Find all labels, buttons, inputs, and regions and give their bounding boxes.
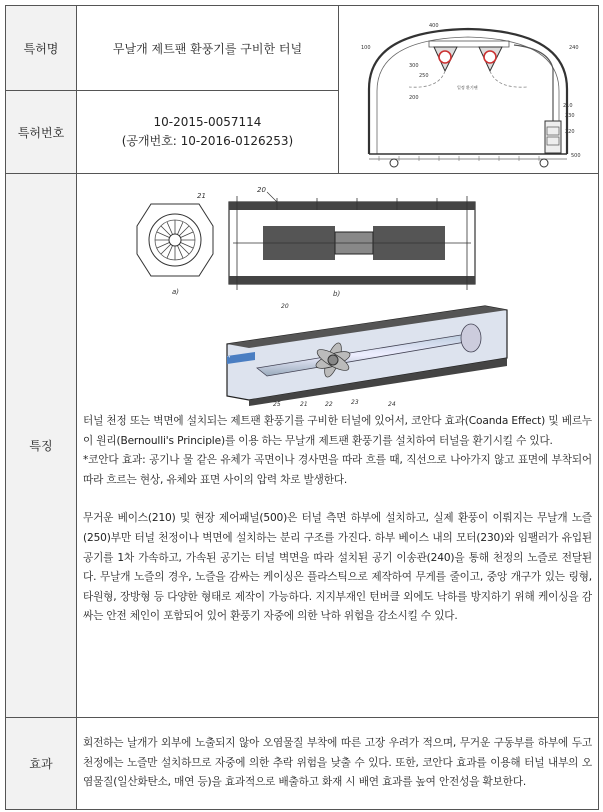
tunnel-center-text: 일정 환기팬 <box>457 84 478 90</box>
cutaway-label-21: 21 <box>300 401 308 408</box>
tunnel-label-400: 400 <box>429 22 439 29</box>
cutaway-figure <box>77 300 597 410</box>
label-title: 특허명 <box>6 6 77 91</box>
fig-ref-21: 21 <box>197 192 206 200</box>
tunnel-label-300: 300 <box>409 62 419 69</box>
row-title <box>6 6 599 91</box>
features-paragraph-2: *코안다 효과: 공기나 물 같은 유체가 곡면이나 경사면을 따라 흐를 때, 직선으로 나아가지 않고 표면에 부착되어 따라 흐르는 현상, 유체와 표면 사이의 압력 차로 발생한다. <box>83 454 592 486</box>
tunnel-label-100: 100 <box>361 44 371 51</box>
tunnel-cross-section-figure <box>339 9 597 171</box>
tunnel-label-500: 500 <box>571 152 581 159</box>
features-text <box>77 412 598 627</box>
label-effects: 효과 <box>6 718 77 810</box>
features-paragraph-3: 무거운 베이스(210) 및 현장 제어패널(500)은 터널 측면 하부에 설치하고, 실제 환풍이 이뤄지는 무날개 노즐(250)부만 터널 천정이나 벽면에 설치하는 분리 구조를 가진다. 하부 베이스 내의 모터(230)와 임팰러가 유입된 공기를 1차 가속하고, 가속된 공기는 터널 벽면을 따라 설치된 공기 이송관(240)을 통해 천정의 노즐로 전달된다. 무날개 노즐의 경우, 노즐을 감싸는 케이싱은 플라스틱으로 제작하여 무게를 줄이고, 중앙 개구가 있는 링형, 타원형, 장방형 등 다양한 형태로 제작이 가능하다. 지지부재인 턴버클 외에도 낙하를 방지하기 위해 케이싱을 감싸는 안전 체인이 포함되어 있어 환풍기 자중에 의한 낙하 위험을 감소시킬 수 있다. <box>83 512 592 623</box>
cutaway-label-23: 23 <box>351 399 359 406</box>
svg-text:→: → <box>227 354 231 359</box>
cutaway-label-20: 20 <box>281 303 289 310</box>
publication-number: (공개번호: 10-2016-0126253) <box>121 134 294 148</box>
cutaway-label-22: 22 <box>325 401 333 408</box>
tunnel-label-220: 220 <box>565 128 575 135</box>
tunnel-label-230: 230 <box>565 112 575 119</box>
fig-ref-20: 20 <box>257 186 266 194</box>
features-cell <box>77 174 599 718</box>
tunnel-figure-cell <box>339 6 599 174</box>
effects-text: 회전하는 날개가 외부에 노출되지 않아 오염물질 부착에 따른 고장 우려가 적으며, 무거운 구동부를 하부에 두고 천정에는 노즐만 설치하므로 자중에 의한 추락 위험을 낮출 수 있다. 또한, 코안다 효과를 이용해 터널 내부의 오염물질(일산화탄소, 매연 등)을 효과적으로 배출하고 화재 시 배연 효과를 높여 안전성을 확보한다. <box>83 737 592 789</box>
features-paragraph-1: 터널 천정 또는 벽면에 설치되는 제트팬 환풍기를 구비한 터널에 있어서, 코안다 효과(Coanda Effect) 및 베르누이 원리(Bernoulli's Principle)를 이용 하는 무날개 제트팬 환풍기를 설치하여 터널을 환기시킬 수 있다. <box>83 415 592 447</box>
label-features: 특징 <box>6 174 77 718</box>
caption-a: a) <box>172 288 180 296</box>
cutaway-label-25: 25 <box>273 401 281 408</box>
patent-table <box>5 5 599 810</box>
row-effects <box>6 718 599 810</box>
effects-cell <box>77 718 599 810</box>
tunnel-label-250: 250 <box>419 72 429 79</box>
patent-title: 무날개 제트팬 환풍기를 구비한 터널 <box>77 6 339 91</box>
patent-number-cell <box>77 91 339 174</box>
fan-views-figure <box>77 182 597 300</box>
tunnel-label-240: 240 <box>569 44 579 51</box>
tunnel-label-200: 200 <box>409 94 419 101</box>
cutaway-label-24: 24 <box>388 401 396 408</box>
row-features <box>6 174 599 718</box>
caption-b: b) <box>333 290 341 298</box>
tunnel-label-210: 210 <box>563 102 573 109</box>
patent-number: 10-2015-0057114 <box>153 115 262 129</box>
label-number: 특허번호 <box>6 91 77 174</box>
